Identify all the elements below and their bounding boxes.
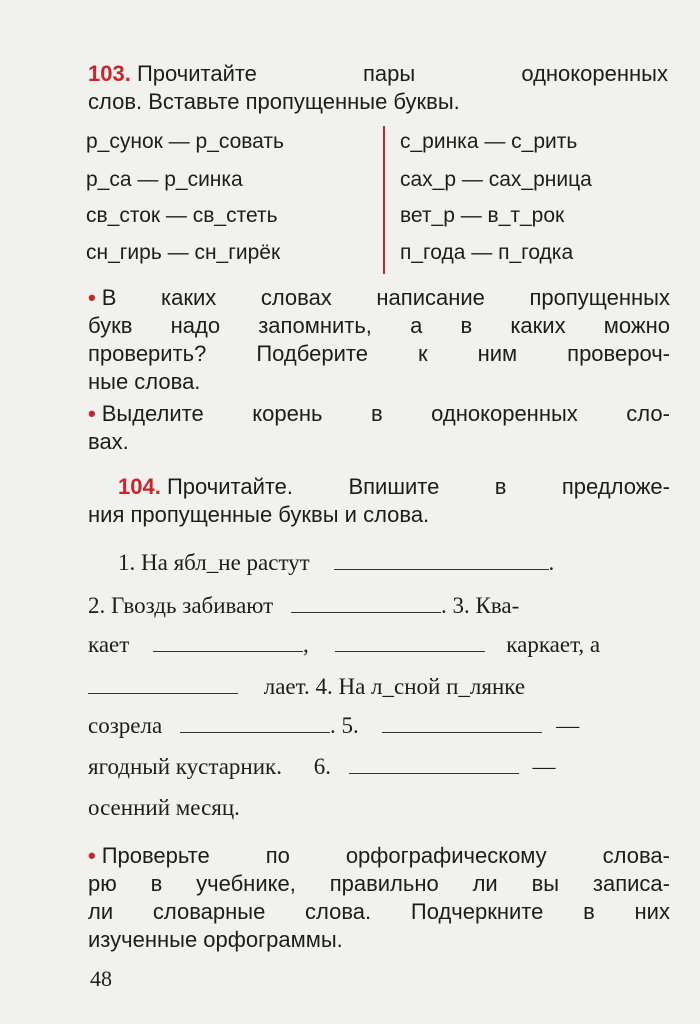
bullet-question-2 [88,400,670,456]
sentence-line-5 [88,713,670,739]
answer-blank-3[interactable] [153,651,303,652]
task-104-line-2: ния пропущенные буквы и слова. [88,502,430,527]
word: в [150,871,163,896]
pairs-divider [383,126,385,274]
word: пары [363,61,416,86]
sentence-1-text: 1. На ябл_не растут [118,550,310,575]
word: по [265,843,290,868]
pair-left-1: р_сунок — р_совать [86,130,284,153]
sentence-3-rest: каркает, а [506,632,601,657]
bullet-1-line-3 [88,340,670,368]
answer-blank-2[interactable] [291,612,441,613]
word: Проверьте [101,843,210,868]
bullet-3-line-3 [88,898,670,926]
word: в [583,899,595,924]
bullet-3-line-1 [88,842,670,870]
sentence-6-text: осенний месяц. [88,795,240,820]
sentence-5-text: ягодный кустарник. [88,754,282,779]
word: однокоренных [431,401,578,426]
answer-blank-4[interactable] [335,651,485,652]
sentence-3-text: кает [88,632,130,657]
word: учебнике, [196,871,296,896]
word: написание [376,285,485,310]
pair-right-2: сах_р — сах_рница [400,168,592,191]
word: словах [260,285,332,310]
word: правильно [329,871,439,896]
word: пропущенных [529,285,670,310]
answer-blank-8[interactable] [349,773,519,774]
bullet-2-line-1 [88,400,670,428]
word: орфографическому [345,843,547,868]
word: букв [88,313,133,338]
pair-right-3: вет_р — в_т_рок [400,204,565,227]
task-103-line-2: слов. Вставьте пропущенные буквы. [88,89,460,114]
word: запомнить, [258,313,372,338]
word: корень [252,401,323,426]
bullet-3-line-4: изученные орфограммы. [88,927,343,952]
answer-blank-7[interactable] [382,732,542,733]
word: Прочитайте. [166,474,294,499]
sentence-4-end: созрела [88,713,163,738]
word: Подчеркните [410,899,544,924]
word: слова. [305,899,372,924]
bullet-1-line-4: ные слова. [88,369,201,394]
word: них [634,899,670,924]
pair-left-2: р_са — р_синка [86,168,243,191]
task-104-number: 104. [118,474,161,499]
word: В [101,285,117,310]
task-104 [88,473,670,529]
bullet-dot: • [88,843,96,868]
sentence-2-text: 2. Гвоздь забивают [88,593,274,618]
word: словарные [152,899,266,924]
word: в [494,474,507,499]
answer-blank-6[interactable] [180,732,330,733]
word: вы [531,871,560,896]
word: ли [88,899,114,924]
word: можно [603,313,670,338]
word: Впишите [348,474,440,499]
sentence-5-number: . 5. [329,713,359,738]
word: слова- [602,843,670,868]
bullet-2-line-2: вах. [88,429,129,454]
sentence-line-1 [88,550,670,576]
answer-blank-1[interactable] [334,569,549,570]
sentence-4-text: лает. 4. На л_сной п_лянке [263,674,526,699]
word: к [417,341,428,366]
punct: , [303,632,309,657]
pair-right-4: п_года — п_годка [400,241,574,264]
word: однокоренных [521,61,668,86]
task-103 [88,60,668,116]
word: каких [160,285,217,310]
pair-left-3: св_сток — св_стеть [86,204,278,227]
word: каких [510,313,566,338]
word: Прочитайте [136,61,257,86]
dash: — [556,713,580,738]
word: проверить? [88,341,207,366]
bullet-1-line-1 [88,284,670,312]
answer-blank-5[interactable] [88,693,238,694]
pair-left-4: сн_гирь — сн_гирёк [86,241,281,264]
dash: — [532,754,556,779]
sentence-6-number: 6. [313,754,331,779]
word: сло- [626,401,670,426]
word: Выделите [101,401,204,426]
word: надо [170,313,221,338]
sentence-3-start: . 3. Ква- [441,593,520,618]
punct: . [548,550,555,575]
word: предложе- [561,474,670,499]
bullet-dot: • [88,401,96,426]
sentence-line-4 [88,674,670,700]
word: ним [477,341,518,366]
bullet-question-3 [88,842,670,954]
task-103-number: 103. [88,61,131,86]
word: ли [472,871,498,896]
bullet-3-line-2 [88,870,670,898]
word: в [460,313,473,338]
bullet-dot: • [88,285,96,310]
task-103-line-1 [88,60,668,88]
word: записа- [592,871,670,896]
sentence-line-6 [88,754,670,780]
bullet-1-line-2 [88,312,670,340]
bullet-question-1 [88,284,670,396]
word: провероч- [567,341,670,366]
sentence-line-7 [88,795,670,821]
task-104-line-1 [88,473,670,501]
page-number: 48 [90,966,112,991]
word: а [410,313,423,338]
sentence-line-2 [88,593,670,619]
word: в [370,401,383,426]
word: рю [88,871,117,896]
word: Подберите [256,341,368,366]
pair-right-1: с_ринка — с_рить [400,130,578,153]
sentence-line-3 [88,632,670,658]
